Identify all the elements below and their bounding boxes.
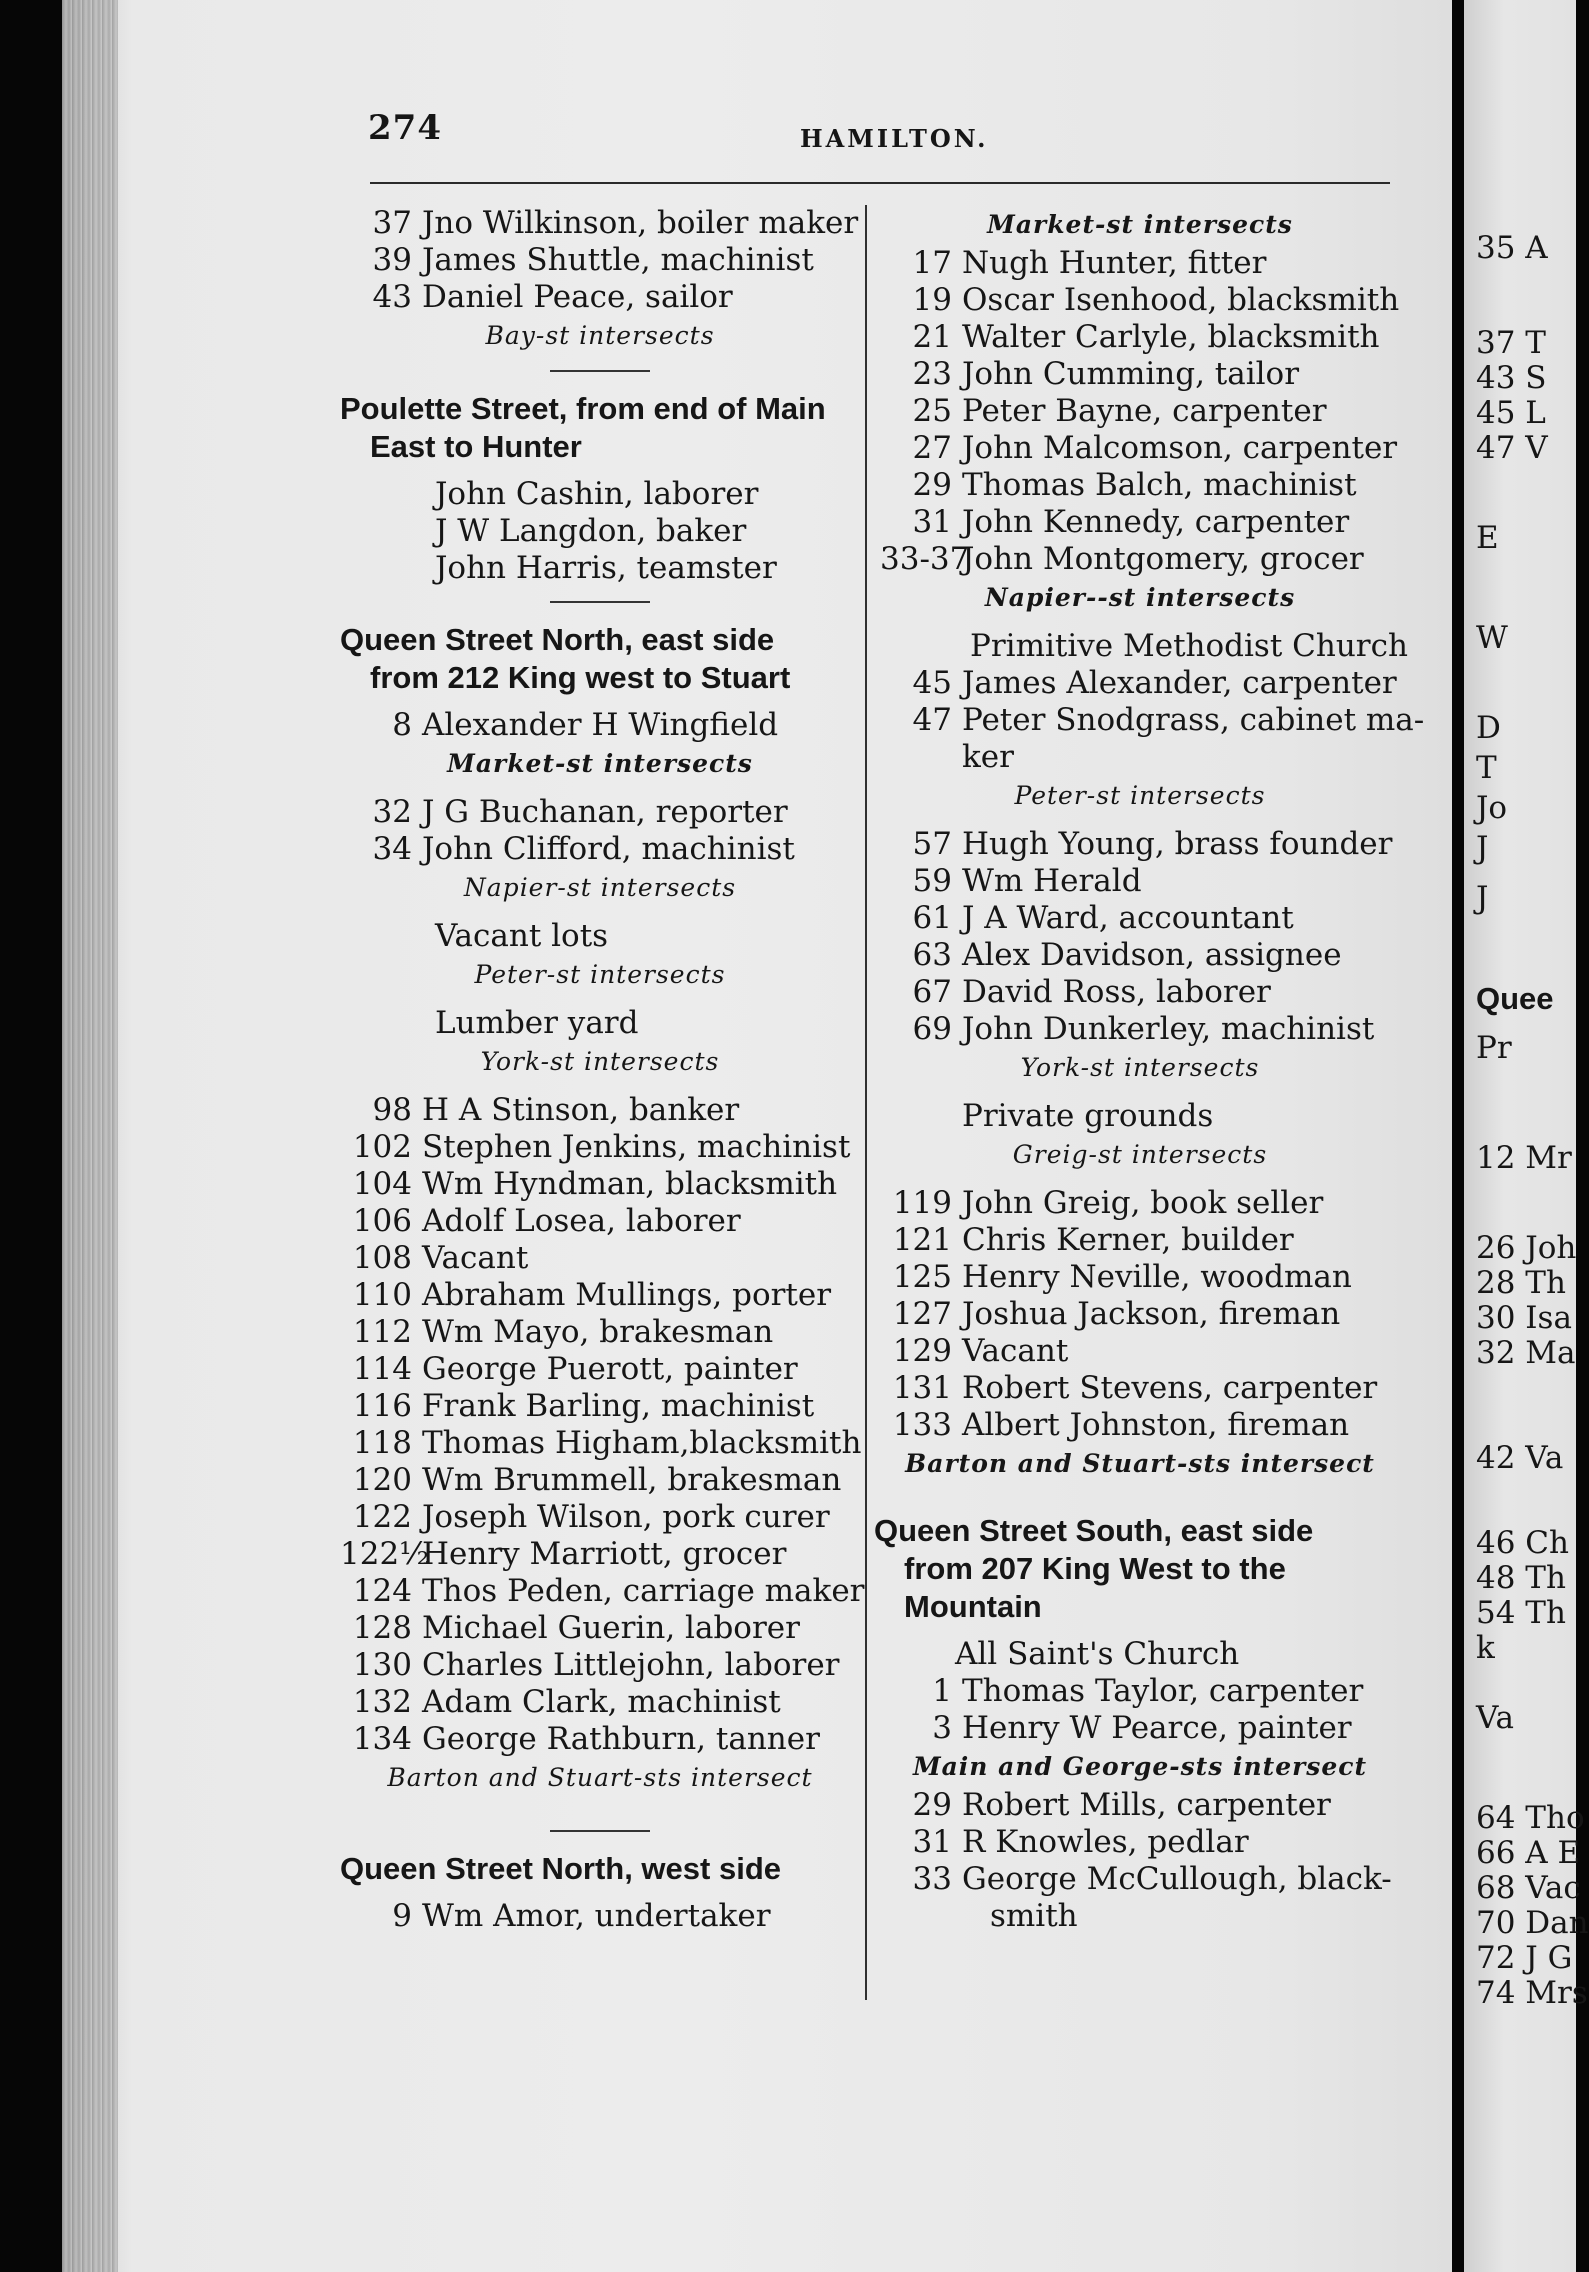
next-page-line: Pr [1476,1030,1512,1066]
list-item [340,1573,865,1610]
house-number: 23 [912,356,952,392]
list-item [340,1462,860,1499]
house-number: 134 [352,1721,412,1757]
house-number: 104 [352,1166,412,1202]
house-number: 116 [352,1388,412,1424]
heading-line: Mountain [904,1589,1042,1624]
list-item [340,1129,860,1166]
list-item [880,1673,1400,1710]
queen-north-east-heading [340,621,860,697]
resident-name: Peter Snodgrass, cabinet ma- [962,702,1425,738]
market-intersects-note: Market-st intersects [987,210,1293,239]
list-item [880,1333,1400,1370]
house-number: 34 [372,831,412,867]
next-page-line: T [1476,750,1497,786]
house-number: 121 [892,1222,952,1258]
house-number: 32 [372,794,412,830]
church-name: Primitive Methodist Church [970,628,1408,664]
house-number: 122 [352,1499,412,1535]
resident-name: Peter Bayne, carpenter [962,393,1327,429]
book-page-edges [62,0,118,2272]
column-divider [865,205,867,2000]
list-item [340,1647,860,1684]
next-page-line: 74 Mrs [1476,1975,1588,2011]
resident-name: Thomas Taylor, carpenter [962,1673,1364,1709]
list-item [880,937,1400,974]
list-item [880,1861,1400,1898]
next-page-line: 30 Isa [1476,1300,1572,1336]
next-page-line: J [1476,830,1489,866]
next-page-line: 26 Joh [1476,1230,1577,1266]
heading-line: Queen Street North, east side [340,622,775,657]
list-item [340,1499,860,1536]
list-item [340,1898,860,1935]
resident-name: Wm Herald [962,863,1142,899]
resident-name: Alex Davidson, assignee [962,937,1342,973]
main-intersect-note: Main and George-sts intersect [912,1752,1368,1781]
resident-name: John Kennedy, carpenter [962,504,1350,540]
list-item [880,1824,1400,1861]
peter-intersects-note: Peter-st intersects [1014,781,1266,810]
list-item [880,1259,1400,1296]
house-number: 29 [912,1787,952,1823]
house-number: 31 [912,1824,952,1860]
house-number: 31 [912,504,952,540]
house-number: 67 [912,974,952,1010]
list-item [880,974,1400,1011]
list-item [340,279,860,316]
resident-entry: J W Langdon, baker [435,513,747,549]
resident-name: Wm Hyndman, blacksmith [422,1166,838,1202]
next-page-line: D [1476,710,1501,746]
napier-intersects-note: Napier-st intersects [463,873,737,902]
house-number: 114 [352,1351,412,1387]
list-item [340,1240,860,1277]
resident-name: Albert Johnston, fireman [962,1407,1350,1443]
house-number: 108 [352,1240,412,1276]
resident-name: Daniel Peace, sailor [422,279,733,315]
list-item [340,205,860,242]
greig-entries [880,1185,1400,1444]
house-number: 59 [912,863,952,899]
bay-intersects-note: Bay-st intersects [485,321,715,350]
top-entries [340,205,860,316]
barton-intersect-note: Barton and Stuart-sts intersect [905,1449,1375,1478]
house-number: 3 [932,1710,952,1746]
house-number: 1 [932,1673,952,1709]
house-number: 63 [912,937,952,973]
list-item [880,900,1400,937]
next-page-line: 45 L [1476,395,1546,431]
list-item [340,1092,860,1129]
house-number: 102 [352,1129,412,1165]
list-item [340,1425,860,1462]
house-number: 124 [352,1573,412,1609]
right-column [874,205,1425,1935]
resident-name: R Knowles, pedlar [962,1824,1249,1860]
market-entries [340,794,860,868]
market-intersects-note: Market-st intersects [447,749,753,778]
resident-name: Thomas Balch, machinist [962,467,1357,503]
resident-name: Michael Guerin, laborer [422,1610,800,1646]
york-entries [340,1092,865,1758]
list-item [340,707,860,744]
next-page-line: 37 T [1476,325,1546,361]
next-page-line: 66 A E [1476,1835,1581,1871]
entry-continuation: smith [990,1898,1078,1934]
list-item [340,1684,860,1721]
resident-name: John Montgomery, grocer [962,541,1364,577]
next-page-line: 42 Va [1476,1440,1564,1476]
house-number: 19 [912,282,952,318]
heading-line: East to Hunter [370,429,582,464]
list-item [340,1610,860,1647]
resident-name: George McCullough, black- [962,1861,1392,1897]
list-item [880,1296,1400,1333]
list-item [880,356,1400,393]
house-number: 61 [912,900,952,936]
resident-entry: John Cashin, laborer [435,476,759,512]
list-item [340,831,860,868]
resident-name: Joseph Wilson, pork curer [422,1499,830,1535]
queen-south-heading [874,1512,1400,1626]
heading-line: Queen Street North, west side [340,1851,781,1886]
house-number: 45 [912,665,952,701]
house-number: 129 [892,1333,952,1369]
next-page-line: 54 Th [1476,1595,1566,1631]
section-rule [550,370,650,372]
list-item [340,1277,860,1314]
resident-name: Walter Carlyle, blacksmith [962,319,1380,355]
next-page-line: Va [1476,1700,1515,1736]
resident-name: John Cumming, tailor [962,356,1300,392]
house-number: 33-37 [880,541,970,577]
section-rule [550,1830,650,1832]
york-intersects-note: York-st intersects [1020,1053,1260,1082]
house-number: 128 [352,1610,412,1646]
house-number: 120 [352,1462,412,1498]
house-number: 25 [912,393,952,429]
list-item [340,242,860,279]
house-number: 69 [912,1011,952,1047]
resident-name: Chris Kerner, builder [962,1222,1294,1258]
house-number: 131 [892,1370,952,1406]
resident-name: Oscar Isenhood, blacksmith [962,282,1400,318]
heading-line: Poulette Street, from end of Main [340,391,826,426]
list-item [340,1351,860,1388]
poulette-street-heading [340,390,860,466]
private-grounds: Private grounds [962,1098,1214,1134]
house-number: 110 [352,1277,412,1313]
resident-name: Wm Brummell, brakesman [422,1462,842,1498]
heading-line: Queen Street South, east side [874,1513,1314,1548]
next-page-line: 12 Mr [1476,1140,1572,1176]
next-page-line: 35 A [1476,230,1548,266]
resident-name: Stephen Jenkins, machinist [422,1129,851,1165]
next-page-line: W [1476,620,1508,656]
barton-intersect-note: Barton and Stuart-sts intersect [387,1763,813,1792]
resident-name: John Malcomson, carpenter [962,430,1398,466]
resident-name: Thos Peden, carriage maker [422,1573,865,1609]
house-number: 125 [892,1259,952,1295]
list-item [880,430,1400,467]
house-number: 132 [352,1684,412,1720]
resident-name: George Rathburn, tanner [422,1721,820,1757]
list-item [880,282,1400,319]
house-number: 17 [912,245,952,281]
house-number: 29 [912,467,952,503]
resident-name: John Greig, book seller [962,1185,1324,1221]
church-name: All Saint's Church [955,1636,1240,1672]
list-item [340,794,860,831]
resident-name: J G Buchanan, reporter [422,794,788,830]
list-item [880,702,1425,739]
resident-name: Frank Barling, machinist [422,1388,815,1424]
list-item [880,504,1400,541]
list-item [340,1388,860,1425]
house-number: 33 [912,1861,952,1897]
resident-name: Wm Mayo, brakesman [422,1314,774,1350]
house-number: 127 [892,1296,952,1332]
house-number: 98 [372,1092,412,1128]
section-rule [550,601,650,603]
next-page-line: Quee [1476,981,1554,1016]
resident-name: Thomas Higham,blacksmith [422,1425,862,1461]
running-head: HAMILTON. [800,124,989,153]
house-number: 9 [392,1898,412,1934]
list-item [880,863,1400,900]
list-item [340,1314,860,1351]
left-column [340,205,865,1935]
greig-intersects-note: Greig-st intersects [1012,1140,1268,1169]
resident-entry: John Harris, teamster [435,550,777,586]
resident-name: Adolf Losea, laborer [422,1203,741,1239]
list-item [880,541,1400,578]
next-page-line: Jo [1476,790,1508,826]
resident-name: H A Stinson, banker [422,1092,740,1128]
peter-entries [880,826,1400,1048]
heading-line: from 212 King west to Stuart [370,660,791,695]
list-item [880,1185,1400,1222]
entry-continuation: ker [962,739,1014,775]
next-page-line: E [1476,520,1499,556]
list-item [880,467,1400,504]
house-number: 106 [352,1203,412,1239]
resident-name: Henry W Pearce, painter [962,1710,1352,1746]
resident-name: Vacant [422,1240,529,1276]
resident-name: James Alexander, carpenter [962,665,1397,701]
next-page-line: 70 Dan [1476,1905,1589,1941]
list-item [340,1166,860,1203]
list-item [880,1222,1400,1259]
list-item [880,245,1400,282]
resident-name: Wm Amor, undertaker [422,1898,771,1934]
house-number: 122½ [340,1536,430,1572]
house-number: 133 [892,1407,952,1443]
heading-line: from 207 King West to the [904,1551,1286,1586]
page-number: 274 [368,108,442,148]
next-page-line: 43 S [1476,360,1547,396]
house-number: 57 [912,826,952,862]
next-page-line: J [1476,880,1489,916]
resident-name: Joshua Jackson, fireman [962,1296,1341,1332]
list-item [880,1370,1400,1407]
house-number: 130 [352,1647,412,1683]
house-number: 27 [912,430,952,466]
next-page-line: 28 Th [1476,1265,1566,1301]
main-entries [880,1787,1400,1898]
house-number: 37 [372,205,412,241]
house-number: 119 [892,1185,952,1221]
next-page-line: 72 J G [1476,1940,1573,1976]
house-number: 8 [392,707,412,743]
queen-south-entries [880,1673,1400,1747]
list-item [880,826,1400,863]
resident-name: Jno Wilkinson, boiler maker [422,205,859,241]
resident-name: Henry Neville, woodman [962,1259,1352,1295]
resident-name: David Ross, laborer [962,974,1271,1010]
next-page-fragment [1464,0,1589,2272]
house-number: 21 [912,319,952,355]
next-page-line: 46 Ch [1476,1525,1569,1561]
poulette-residents [340,476,860,587]
resident-name: Abraham Mullings, porter [422,1277,832,1313]
list-item [340,1536,860,1573]
resident-name: Robert Stevens, carpenter [962,1370,1378,1406]
list-item [880,1787,1400,1824]
resident-name: Hugh Young, brass founder [962,826,1393,862]
next-page-line: 64 Tho [1476,1800,1585,1836]
vacant-lots: Vacant lots [435,918,609,954]
list-item [880,665,1400,702]
resident-name: John Dunkerley, machinist [962,1011,1375,1047]
next-page-line: k [1476,1630,1495,1666]
house-number: 39 [372,242,412,278]
peter-intersects-note: Peter-st intersects [474,960,726,989]
header-rule [370,182,1390,184]
list-item [880,1407,1400,1444]
resident-name: Robert Mills, carpenter [962,1787,1331,1823]
list-item [880,1011,1400,1048]
resident-name: James Shuttle, machinist [422,242,814,278]
list-item [880,393,1400,430]
list-item [340,1203,860,1240]
list-item [880,1710,1400,1747]
resident-name: Vacant [962,1333,1069,1369]
house-number: 43 [372,279,412,315]
next-page-line: 68 Vac [1476,1870,1581,1906]
resident-name: Adam Clark, machinist [422,1684,781,1720]
house-number: 47 [912,702,952,738]
next-page-line: 47 V [1476,430,1548,466]
list-item [880,319,1400,356]
resident-name: George Puerott, painter [422,1351,798,1387]
lumber-yard: Lumber yard [435,1005,639,1041]
house-number: 118 [352,1425,412,1461]
napier-entries [880,665,1425,739]
resident-name: J A Ward, accountant [962,900,1294,936]
resident-name: John Clifford, machinist [422,831,795,867]
resident-name: Henry Marriott, grocer [422,1536,787,1572]
resident-name: Nugh Hunter, fitter [962,245,1267,281]
queen-north-west-heading [340,1850,860,1888]
market-entries [880,245,1400,578]
next-page-line: 48 Th [1476,1560,1566,1596]
napier-intersects-note: Napier--st intersects [984,583,1296,612]
book-gutter [1452,0,1464,2272]
resident-name: Alexander H Wingfield [422,707,779,743]
list-item [340,1721,860,1758]
york-intersects-note: York-st intersects [480,1047,720,1076]
next-page-line: 32 Ma [1476,1335,1576,1371]
resident-name: Charles Littlejohn, laborer [422,1647,840,1683]
house-number: 112 [352,1314,412,1350]
